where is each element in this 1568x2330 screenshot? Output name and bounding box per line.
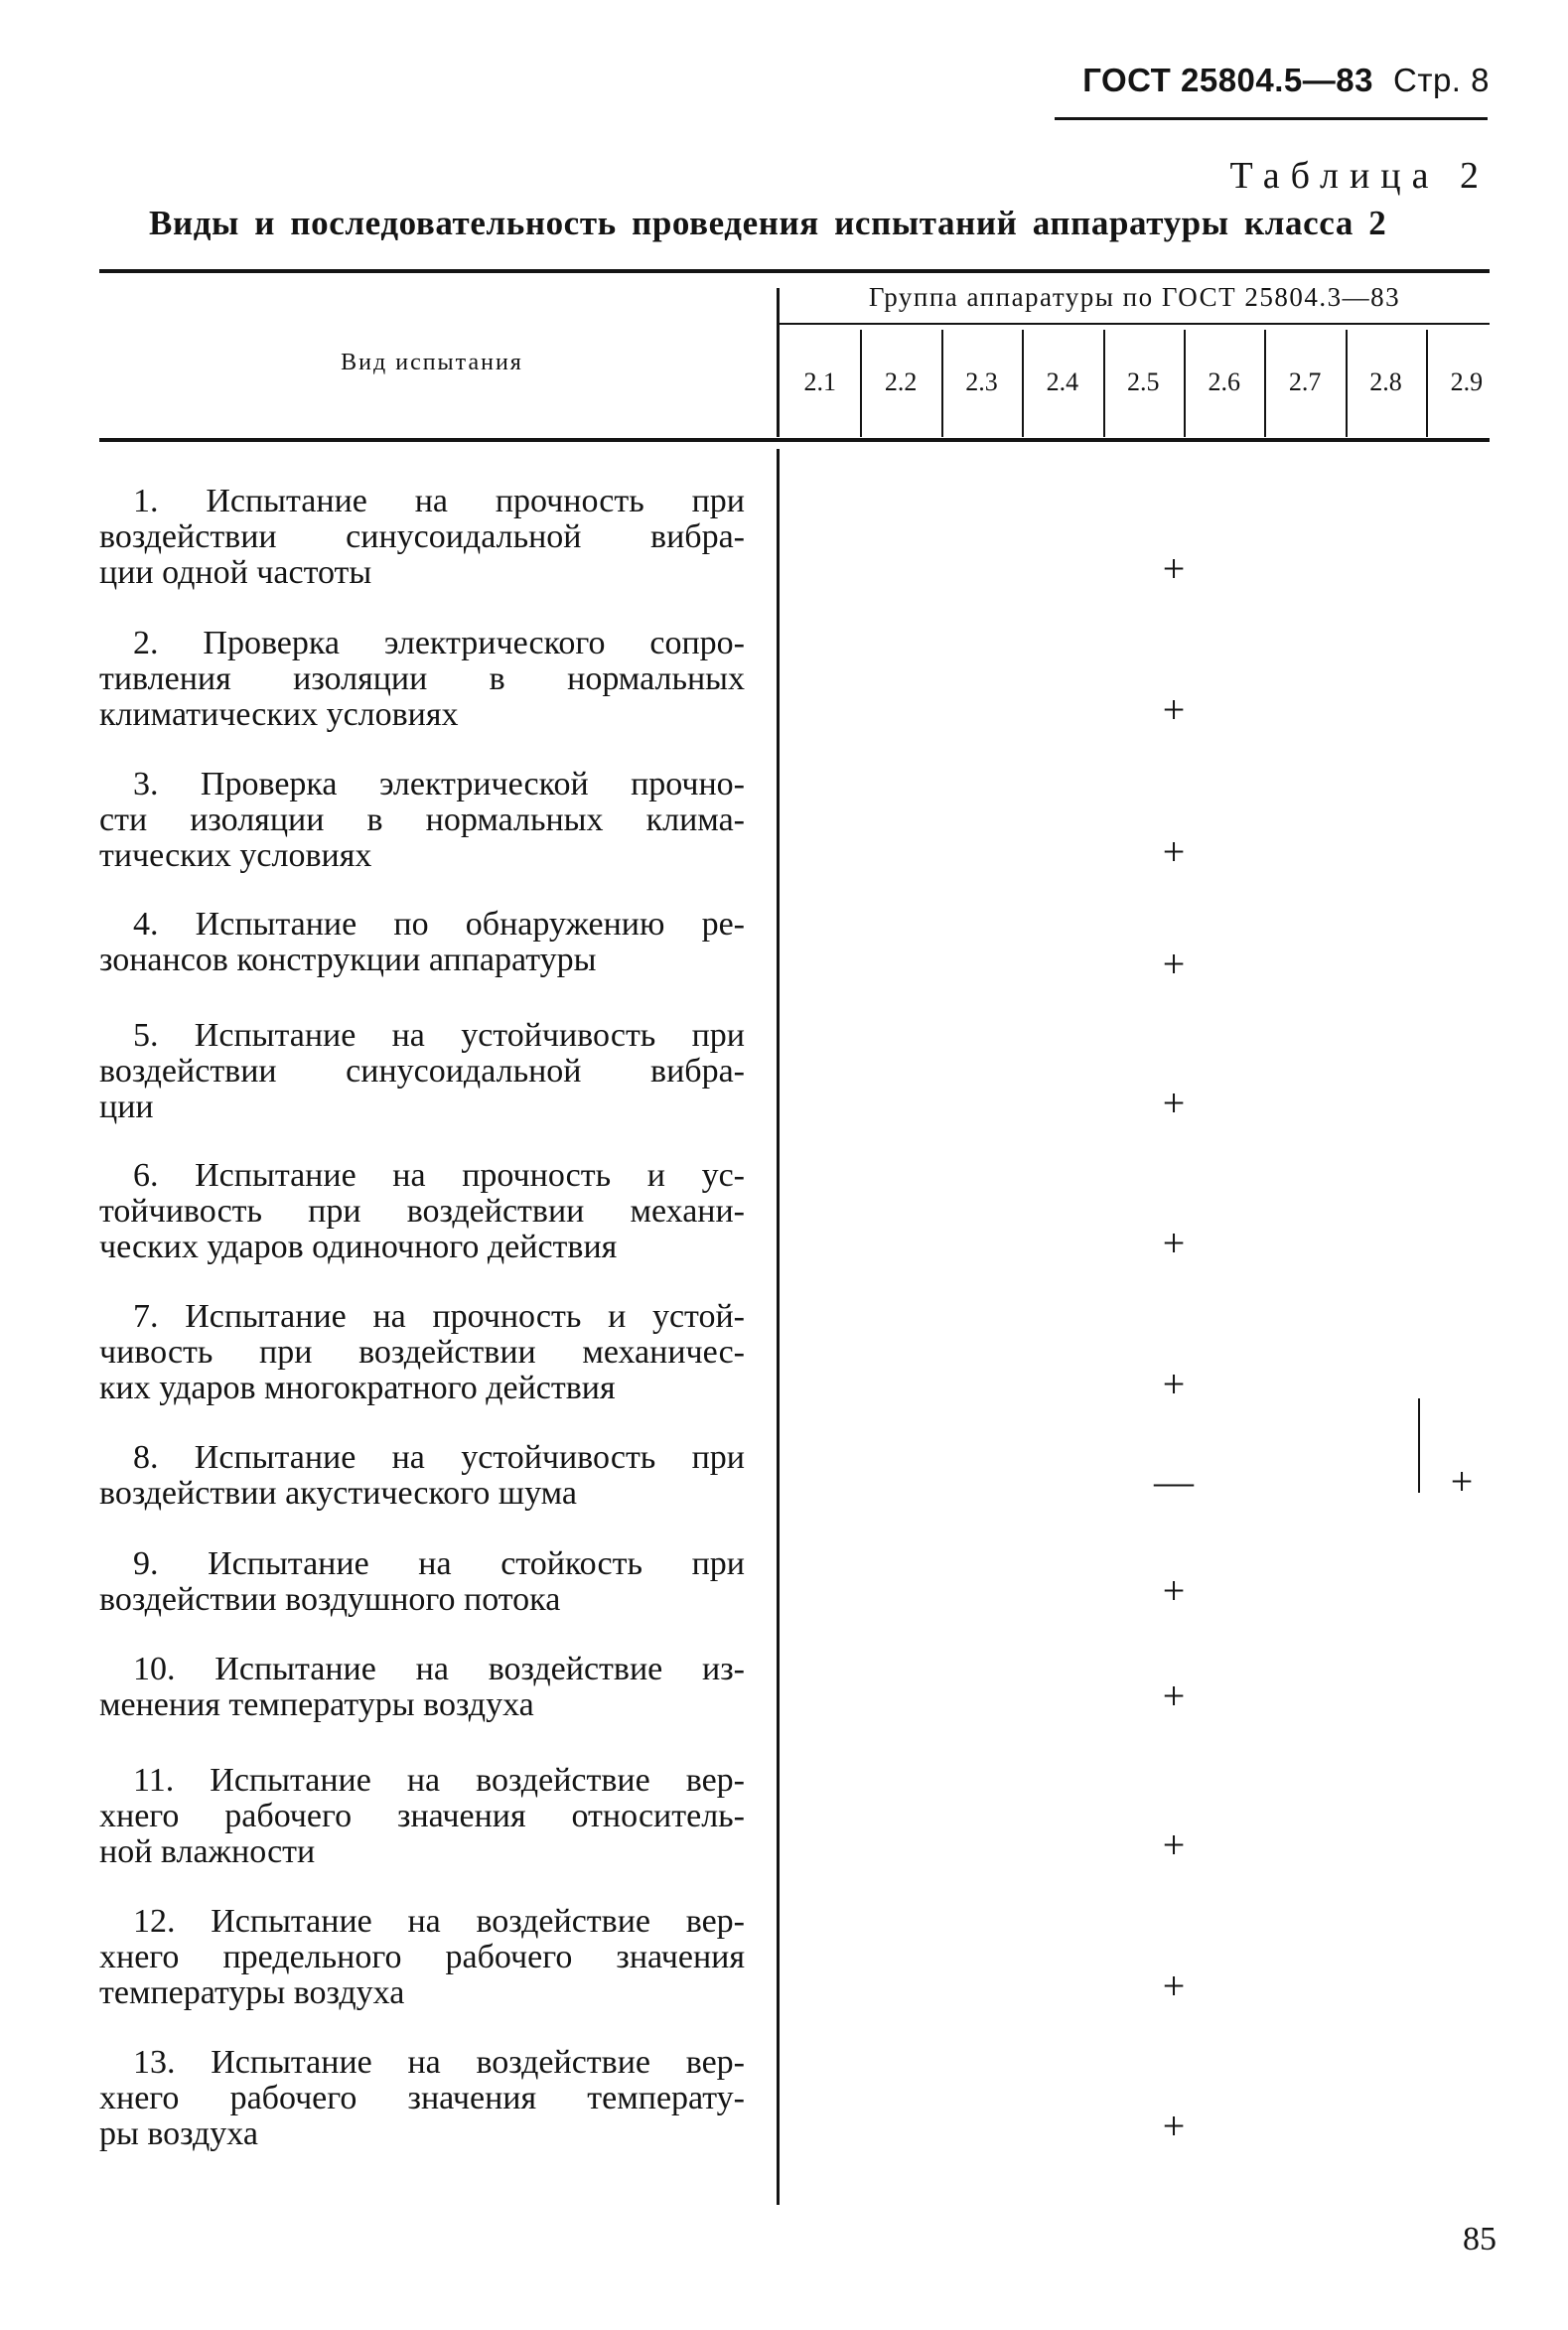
table-row (99, 1763, 745, 1870)
row-mark-all-groups: + (1162, 1362, 1186, 1406)
group-column-2-6: 2.6 (1208, 367, 1240, 396)
row-mark-all-groups: + (1162, 546, 1186, 591)
row-text-line: 9. Испытание на стойкость при (133, 1545, 745, 1582)
table-title: Виды и последовательность проведения испытаний аппаратуры класса 2 (149, 204, 1387, 242)
test-type-column-header: Вид испытания (341, 350, 523, 375)
row-text-line: ной влажности (99, 1833, 316, 1870)
row-text-line: 7. Испытание на прочность и устой- (133, 1298, 745, 1335)
row-text-line: 12. Испытание на воздействие вер- (133, 1903, 745, 1940)
row-text-line: ции одной частоты (99, 554, 372, 591)
table-row (99, 1440, 745, 1512)
group-column-divider (1346, 330, 1348, 437)
row-text-line: ческих ударов одиночного действия (99, 1229, 618, 1265)
table-row (99, 1652, 745, 1723)
table-row (99, 2045, 745, 2152)
table-row (99, 1299, 745, 1406)
group-column-2-2: 2.2 (884, 367, 918, 396)
row-text-line: 2. Проверка электрического сопро- (133, 625, 745, 661)
row-text-line: воздействии синусоидальной вибра- (99, 1053, 745, 1090)
group-column-2-8: 2.8 (1369, 367, 1402, 396)
row-text-line: воздействии синусоидальной вибра- (99, 518, 745, 555)
row-mark-all-groups: + (1162, 942, 1186, 986)
row-text-line: чивость при воздействии механичес- (99, 1334, 745, 1371)
row-text-line: тойчивость при воздействии механи- (99, 1193, 745, 1230)
row-text-line: воздействии воздушного потока (99, 1581, 561, 1618)
row-text-line: ции (99, 1089, 154, 1125)
column-separator-body (777, 449, 780, 2205)
row-text-line: менения температуры воздуха (99, 1686, 534, 1723)
row-mark-all-groups: + (1162, 2104, 1186, 2148)
row-mark-all-groups: + (1162, 1674, 1186, 1718)
group-column-2-5: 2.5 (1127, 367, 1160, 396)
table-top-rule (99, 269, 1490, 273)
row-text-line: тических условиях (99, 837, 372, 874)
row-text-line: 1. Испытание на прочность при (133, 483, 745, 519)
group-column-2-1: 2.1 (803, 367, 836, 396)
table-row (99, 626, 745, 733)
row-text-line: 11. Испытание на воздействие вер- (133, 1762, 745, 1799)
row-mark-all-groups: + (1162, 1568, 1186, 1613)
row-text-line: 8. Испытание на устойчивость при (133, 1439, 745, 1476)
page-label: Стр. 8 (1393, 62, 1490, 98)
row-text-line: климатических условиях (99, 696, 459, 733)
group-column-divider (1184, 330, 1186, 437)
table-row (99, 1158, 745, 1265)
page-number: 85 (1463, 2221, 1497, 2257)
row-text-line: 3. Проверка электрической прочно- (133, 766, 745, 802)
group-column-2-4: 2.4 (1046, 367, 1079, 396)
row-mark-all-groups: + (1162, 1822, 1186, 1867)
group-column-divider (1426, 330, 1428, 437)
row-text-line: 4. Испытание по обнаружению ре- (133, 906, 745, 943)
row-mark-all-groups: — (1154, 1459, 1194, 1504)
row-text-line: температуры воздуха (99, 1974, 405, 2011)
group-column-divider (860, 330, 862, 437)
document-header (1082, 62, 1490, 99)
row-mark-all-groups: + (1162, 1221, 1186, 1265)
table-row (99, 907, 745, 978)
row-text-line: ких ударов многократного действия (99, 1370, 616, 1406)
row-mark-all-groups: + (1162, 829, 1186, 874)
row-mark-all-groups: + (1162, 687, 1186, 732)
group-column-2-7: 2.7 (1288, 367, 1322, 396)
table-row (99, 1546, 745, 1618)
row-text-line: 10. Испытание на воздействие из- (133, 1651, 745, 1687)
column-2-9-bracket (1418, 1398, 1420, 1493)
group-column-2-9: 2.9 (1450, 367, 1484, 396)
row-mark-all-groups: + (1162, 1081, 1186, 1125)
table-header-bottom-rule (99, 438, 1490, 442)
row-mark-group-2-9: + (1450, 1459, 1474, 1504)
group-header-rule (780, 323, 1490, 325)
table-label: Таблица 2 (1229, 155, 1490, 197)
row-text-line: воздействии акустического шума (99, 1475, 578, 1512)
table-row (99, 767, 745, 874)
row-text-line: зонансов конструкции аппаратуры (99, 942, 597, 978)
row-text-line: тивления изоляции в нормальных (99, 660, 745, 697)
group-column-divider (1022, 330, 1024, 437)
row-mark-all-groups: + (1162, 1964, 1186, 2008)
row-text-line: 13. Испытание на воздействие вер- (133, 2044, 745, 2081)
header-rule (1055, 117, 1488, 120)
table-row (99, 1904, 745, 2011)
table-row (99, 484, 745, 591)
row-text-line: 5. Испытание на устойчивость при (133, 1017, 745, 1054)
standard-code: ГОСТ 25804.5—83 (1082, 62, 1373, 98)
group-column-2-3: 2.3 (965, 367, 998, 396)
row-text-line: сти изоляции в нормальных клима- (99, 801, 745, 838)
row-text-line: 6. Испытание на прочность и ус- (133, 1157, 745, 1194)
table-row (99, 1018, 745, 1125)
group-column-divider (941, 330, 943, 437)
row-text-line: ры воздуха (99, 2115, 258, 2152)
group-column-header: Группа аппаратуры по ГОСТ 25804.3—83 (868, 282, 1401, 312)
group-column-divider (1264, 330, 1266, 437)
group-column-divider (1103, 330, 1105, 437)
row-text-line: хнего рабочего значения относитель- (99, 1798, 745, 1834)
row-text-line: хнего предельного рабочего значения (99, 1939, 745, 1975)
row-text-line: хнего рабочего значения температу- (99, 2080, 745, 2116)
